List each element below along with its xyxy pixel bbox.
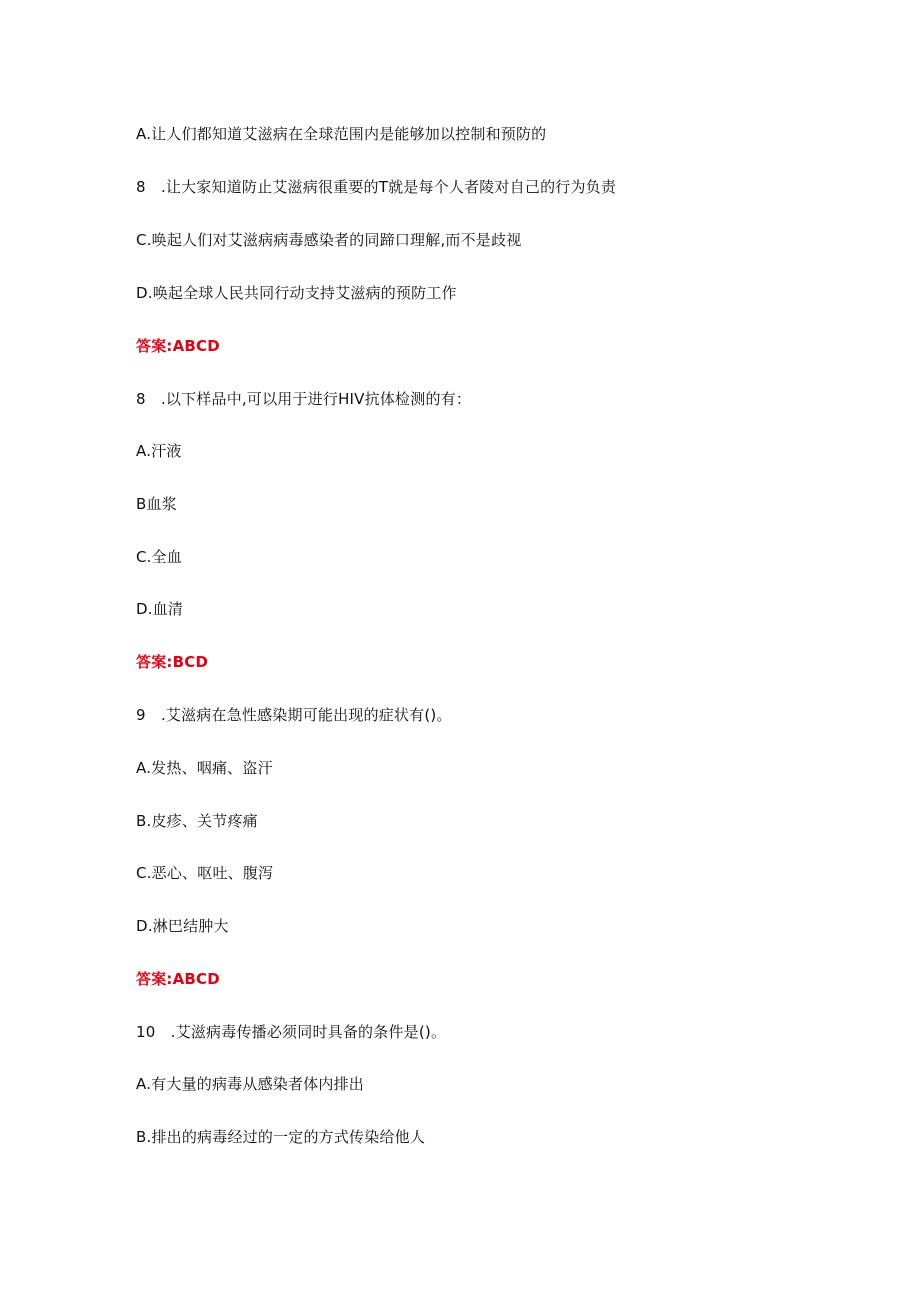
option-a-text: A.有大量的病毒从感染者体内排出 bbox=[136, 1075, 364, 1093]
option-c-text: C.全血 bbox=[136, 548, 183, 566]
option-d-text: D.唤起全球人民共同行动支持艾滋病的预防工作 bbox=[136, 284, 457, 302]
question-text: 9 .艾滋病在急性感染期可能出现的症状有()。 bbox=[136, 706, 452, 724]
option-d-text: D.淋巴结肿大 bbox=[136, 917, 229, 935]
question-text: 8 .以下样品中,可以用于进行HIV抗体检测的有： bbox=[136, 390, 472, 408]
answer-label: 答案:ABCD bbox=[136, 337, 220, 355]
option-b-text: B血浆 bbox=[136, 495, 177, 513]
answer-label: 答案:ABCD bbox=[136, 970, 220, 988]
option-a-text: A.汗液 bbox=[136, 442, 182, 460]
option-c-text: C.恶心、呕吐、腹泻 bbox=[136, 864, 274, 882]
option-d-text: D.血清 bbox=[136, 600, 184, 618]
option-c-text: C.唤起人们对艾滋病病毒感染者的同蹄口理解,而不是歧视 bbox=[136, 231, 522, 249]
option-b-text: B.皮疹、关节疼痛 bbox=[136, 812, 258, 830]
question-text: 10 .艾滋病毒传播必须同时具备的条件是()。 bbox=[136, 1023, 447, 1041]
option-b-text: 8 .让大家知道防止艾滋病很重要的T就是每个人者陵对自己的行为负责 bbox=[136, 178, 617, 196]
option-b-text: B.排出的病毒经过的一定的方式传染给他人 bbox=[136, 1128, 426, 1146]
option-a-text: A.让人们都知道艾滋病在全球范围内是能够加以控制和预防的 bbox=[136, 125, 547, 143]
answer-label: 答案:BCD bbox=[136, 653, 209, 671]
option-a-text: A.发热、咽痛、盗汗 bbox=[136, 759, 273, 777]
